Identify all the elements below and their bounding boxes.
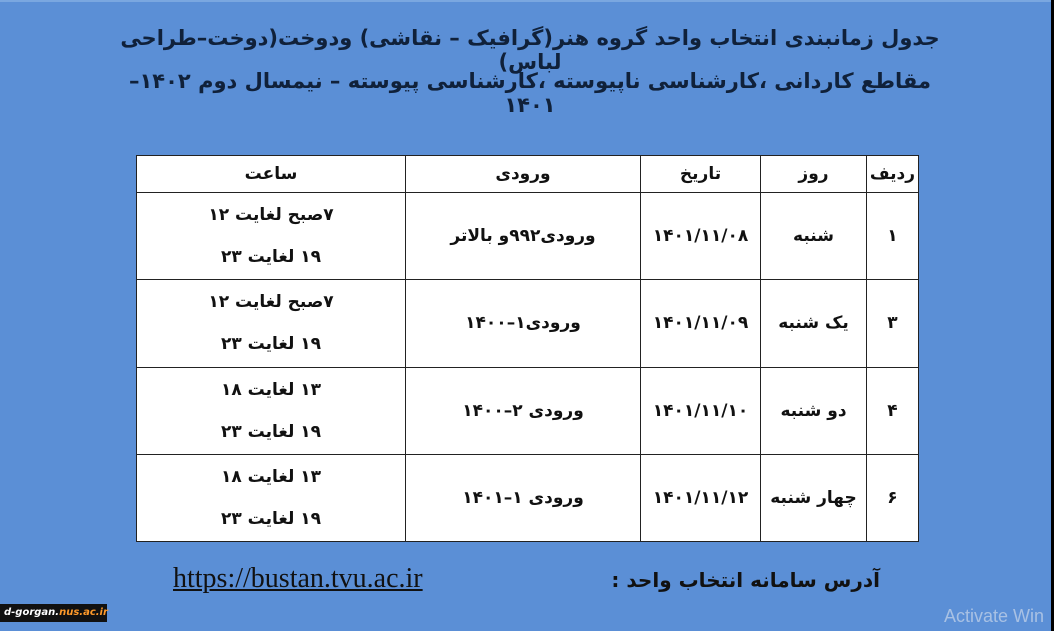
registration-system-label: آدرس سامانه انتخاب واحد :	[611, 568, 880, 592]
header-row-number: ردیف	[867, 156, 919, 193]
row-day: یک شنبه	[761, 280, 867, 367]
row-entry: ورودی۱–۱۴۰۰	[406, 280, 641, 367]
page-subtitle: مقاطع کاردانی ،کارشناسی ناپیوسته ،کارشناسی پیوسته – نیمسال دوم ۱۴۰۲–۱۴۰۱	[128, 69, 931, 117]
header-entry: ورودی	[406, 156, 641, 193]
row-number: ۱	[867, 193, 919, 280]
row-date: ۱۴۰۱/۱۱/۱۲	[641, 454, 761, 541]
schedule-table	[136, 155, 919, 542]
top-edge-line	[0, 0, 1054, 2]
row-hours	[137, 454, 406, 541]
header-day: روز	[761, 156, 867, 193]
row-day: دو شنبه	[761, 367, 867, 454]
row-hours	[137, 280, 406, 367]
row-date: ۱۴۰۱/۱۱/۱۰	[641, 367, 761, 454]
hours-evening: ۱۹ لغایت ۲۳	[220, 421, 322, 442]
table-row	[137, 193, 919, 280]
header-hours: ساعت	[137, 156, 406, 193]
row-day: شنبه	[761, 193, 867, 280]
hours-afternoon: ۱۳ لغایت ۱۸	[220, 379, 322, 400]
logo-text: d-gorgan.	[4, 607, 60, 618]
hours-morning: ۷صبح لغایت ۱۲	[208, 205, 334, 226]
site-logo	[0, 604, 107, 622]
row-date: ۱۴۰۱/۱۱/۰۹	[641, 280, 761, 367]
row-entry: ورودی ۲–۱۴۰۰	[406, 367, 641, 454]
row-hours	[137, 367, 406, 454]
page-title: جدول زمانبندی انتخاب واحد گروه هنر(گرافیک – نقاشی) ودوخت(دوخت–طراحی لباس)	[120, 26, 940, 74]
hours-afternoon: ۱۳ لغایت ۱۸	[220, 466, 322, 487]
row-hours	[137, 193, 406, 280]
table-row	[137, 367, 919, 454]
registration-system-link[interactable]: https://bustan.tvu.ac.ir	[173, 563, 423, 594]
table-header-row	[137, 156, 919, 193]
row-number: ۶	[867, 454, 919, 541]
row-number: ۳	[867, 280, 919, 367]
row-day: چهار شنبه	[761, 454, 867, 541]
hours-evening: ۱۹ لغایت ۲۳	[220, 508, 322, 529]
hours-evening: ۱۹ لغایت ۲۳	[220, 247, 322, 268]
logo-accent-text: nus.ac.ir	[59, 607, 108, 618]
row-entry: ورودی ۱–۱۴۰۱	[406, 454, 641, 541]
header-date: تاریخ	[641, 156, 761, 193]
row-number: ۴	[867, 367, 919, 454]
table-row	[137, 280, 919, 367]
activate-windows-watermark: Activate Win	[944, 606, 1045, 626]
row-entry: ورودی۹۹۲و بالاتر	[406, 193, 641, 280]
hours-evening: ۱۹ لغایت ۲۳	[220, 334, 322, 355]
hours-morning: ۷صبح لغایت ۱۲	[208, 292, 334, 313]
table-row	[137, 454, 919, 541]
row-date: ۱۴۰۱/۱۱/۰۸	[641, 193, 761, 280]
